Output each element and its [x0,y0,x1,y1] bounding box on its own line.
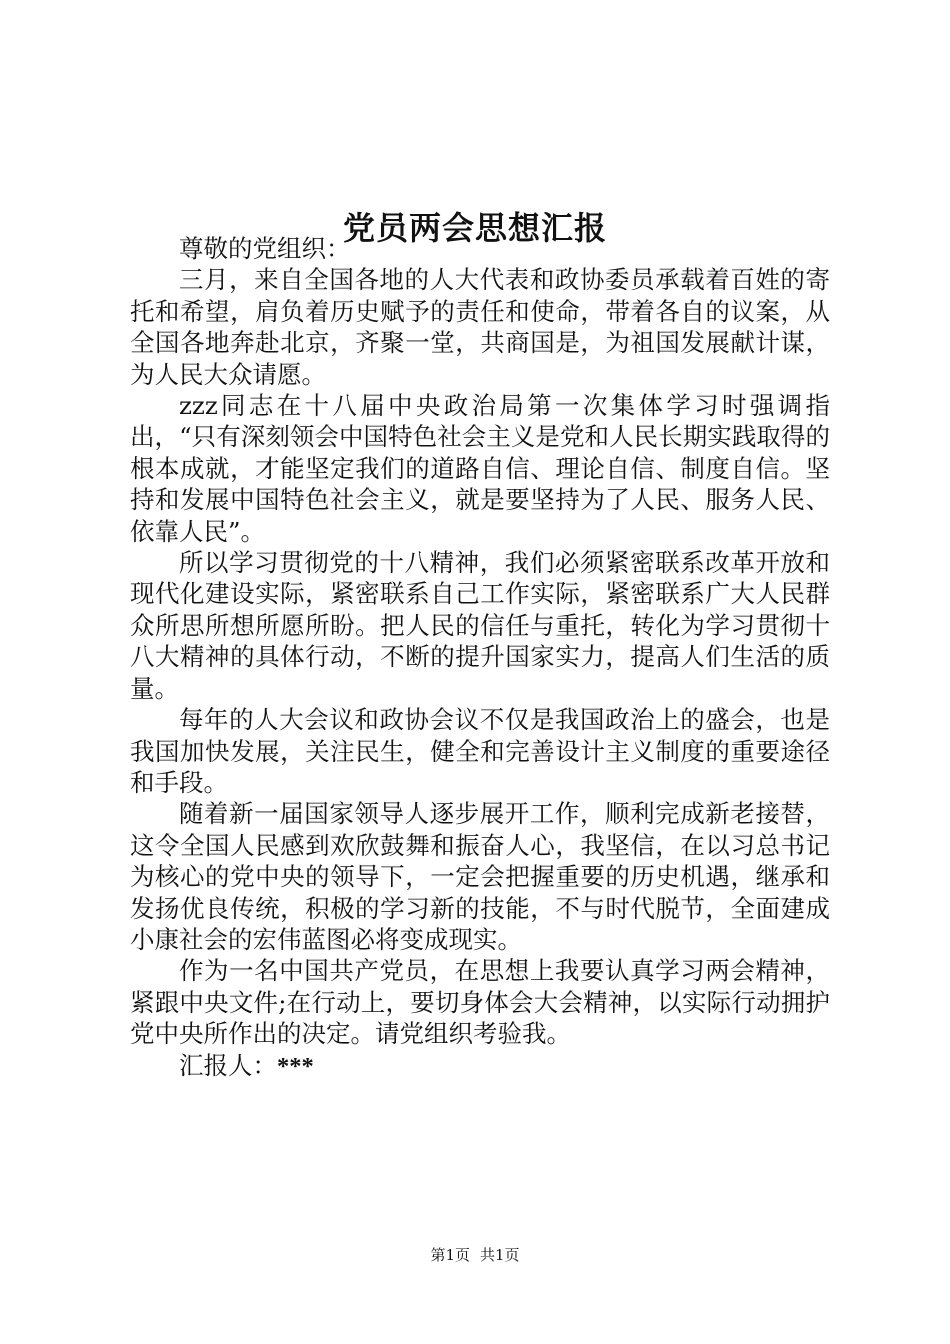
document-body [130,233,830,1082]
paragraph-4: 每年的人大会议和政协会议不仅是我国政治上的盛会，也是我国加快发展，关注民生，健全和完善设计主义制度的重要途径和手段。 [130,705,830,797]
page-footer [0,1244,950,1266]
salutation: 尊敬的党组织： [179,234,351,263]
paragraph-5: 随着新一届国家领导人逐步展开工作，顺利完成新老接替，这令全国人民感到欢欣鼓舞和振奋人心，我坚信，在以习总书记为核心的党中央的领导下，一定会把握重要的历史机遇，继承和发扬优良传统，积极的学习新的技能，不与时代脱节，全面建成小康社会的宏伟蓝图必将变成现实。 [130,799,830,954]
signature-name: *** [277,1052,314,1080]
paragraph-2: zzz同志在十八届中央政治局第一次集体学习时强调指出，“只有深刻领会中国特色社会主义是党和人民长期实践取得的根本成就，才能坚定我们的道路自信、理论自信、制度自信。坚持和发展中国特色社会主义，就是要坚持为了人民、服务人民、依靠人民”。 [130,391,830,546]
paragraph-3: 所以学习贯彻党的十八精神，我们必须紧密联系改革开放和现代化建设实际，紧密联系自己工作实际，紧密联系广大人民群众所思所想所愿所盼。把人民的信任与重托，转化为学习贯彻十八大精神的具体行动，不断的提升国家实力，提高人们生活的质量。 [130,548,830,703]
signature-label: 汇报人： [179,1050,277,1080]
signature-line [130,1050,830,1082]
page-number: 第1页 [430,1246,470,1264]
paragraph-6: 作为一名中国共产党员，在思想上我要认真学习两会精神，紧跟中央文件;在行动上，要切身体会大会精神，以实际行动拥护党中央所作出的决定。请党组织考验我。 [130,956,830,1049]
paragraph-1: 三月，来自全国各地的人大代表和政协委员承载着百姓的寄托和希望，肩负着历史赋予的责任和使命，带着各自的议案，从全国各地奔赴北京，齐聚一堂，共商国是，为祖国发展献计谋，为人民大众请愿。 [130,265,830,389]
document-title: 党员两会思想汇报 [342,209,607,248]
page-count: 共1页 [480,1246,520,1264]
